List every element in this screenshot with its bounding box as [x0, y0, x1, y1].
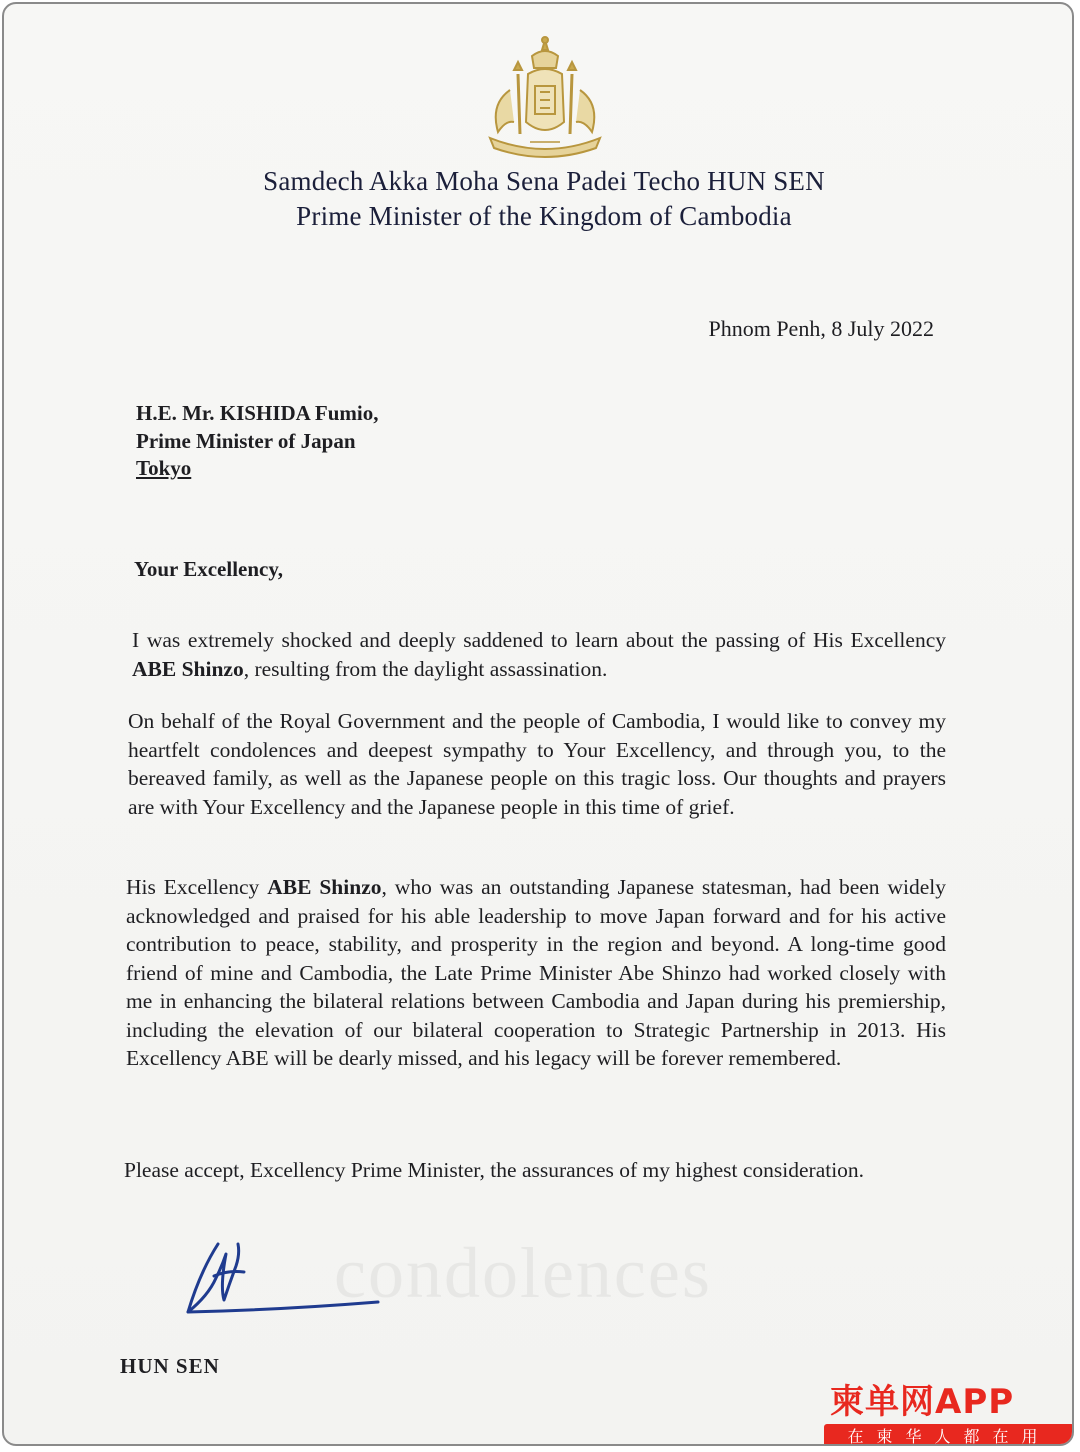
background-watermark: condolences [334, 1233, 712, 1313]
letter-page [2, 2, 1074, 1446]
signatory-name: HUN SEN [120, 1354, 220, 1378]
royal-coat-of-arms-emblem [470, 34, 620, 162]
date-line: Phnom Penh, 8 July 2022 [708, 316, 934, 341]
brand-watermark-logo [824, 1372, 1074, 1446]
paragraph-1-text-c: , resulting from the daylight assassination. [243, 656, 608, 681]
handwritten-signature [178, 1226, 388, 1318]
salutation: Your Excellency, [134, 557, 283, 581]
paragraph-3-text-a: His Excellency [126, 875, 268, 899]
paragraph-1-name-bold: ABE Shinzo [132, 656, 244, 681]
paragraph-1 [132, 626, 946, 683]
brand-tagline: 在柬华人都在用 [824, 1424, 1074, 1446]
paragraph-3-name-bold: ABE Shinzo [267, 875, 382, 899]
paragraph-1-text-a: I was extremely shocked and deeply saddened to learn about the passing of His Excellency [132, 628, 946, 652]
recipient-city: Tokyo [136, 456, 192, 480]
recipient-title: Prime Minister of Japan [136, 429, 356, 453]
brand-logo-text: 柬单网APP [830, 1382, 1015, 1422]
letterhead-name: Samdech Akka Moha Sena Padei Techo HUN SEN [263, 166, 825, 196]
paragraph-3 [126, 873, 946, 1073]
letterhead-title: Prime Minister of the Kingdom of Cambodia [296, 201, 792, 231]
paragraph-4: Please accept, Excellency Prime Minister, the assurances of my highest consideration. [124, 1158, 865, 1182]
recipient-name: H.E. Mr. KISHIDA Fumio, [136, 401, 379, 425]
paragraph-3-text-c: , who was an outstanding Japanese statesman, had been widely acknowledged and praised for his able leadership to move Japan forward and for his active contribution to peace, stability, and prosperity in the region and beyond. A long-time good friend of mine and Cambodia, the Late Prime Minister Abe Shinzo had worked closely with me in enhancing the bilateral relations between Cambodia and Japan during his premiership, including the elevation of our bilateral cooperation to Strategic Partnership in 2013. His Excellency ABE will be dearly missed, and his legacy will be forever remembered. [126, 875, 946, 1070]
paragraph-2: On behalf of the Royal Government and the people of Cambodia, I would like to convey my heartfelt condolences and deepest sympathy to Your Excellency, and through you, to the bereaved family, as well as the Japanese people on this tragic loss. Our thoughts and prayers are with Your Excellency and the Japanese people in this time of grief. [128, 709, 946, 819]
